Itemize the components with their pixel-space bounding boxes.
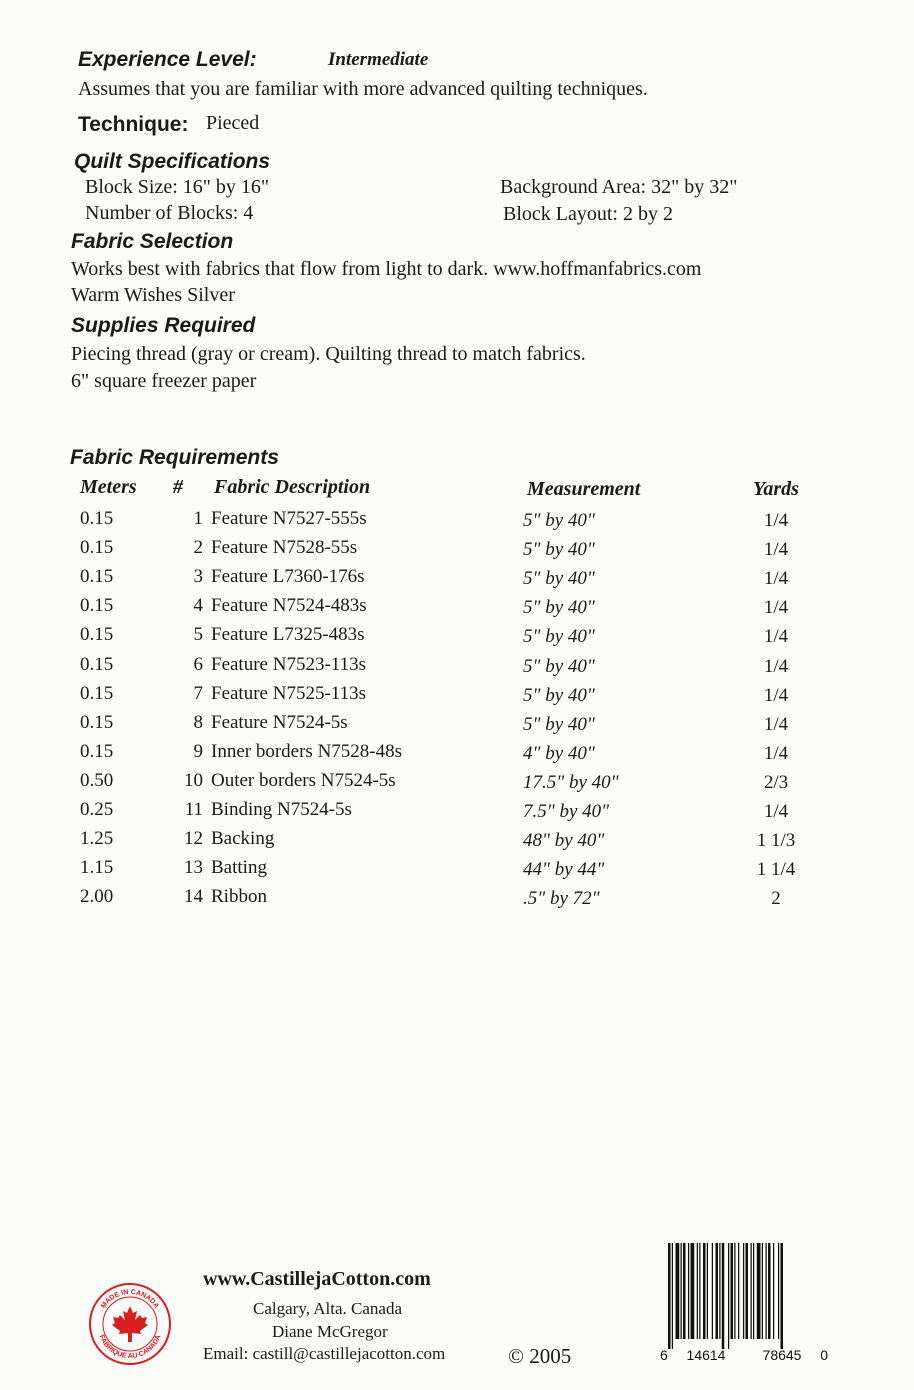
- row-measurement: 5" by 40": [523, 568, 595, 589]
- city: Calgary, Alta. Canada: [253, 1299, 403, 1318]
- row-measurement: 5" by 40": [523, 656, 595, 677]
- barcode-bar: [762, 1243, 763, 1339]
- row-measurement: 5" by 40": [523, 626, 595, 647]
- barcode-bar: [688, 1243, 689, 1339]
- supplies-line-1: Piecing thread (gray or cream). Quilting thread to match fabrics.: [71, 343, 586, 365]
- barcode-bar: [731, 1243, 734, 1339]
- row-meters: 0.15: [80, 508, 114, 529]
- barcode-digits: 6: [660, 1347, 668, 1363]
- row-number: 1: [193, 508, 203, 529]
- number-of-blocks: Number of Blocks: 4: [85, 202, 254, 224]
- barcode-digits: 78645: [762, 1347, 802, 1363]
- barcode-bar: [707, 1243, 708, 1339]
- barcode-bar: [681, 1243, 682, 1339]
- barcode-bar: [753, 1243, 754, 1339]
- seal-top-text: MADE IN CANADA: [100, 1288, 160, 1310]
- row-measurement: 4" by 40": [523, 743, 595, 764]
- row-measurement: 48" by 40": [523, 830, 605, 851]
- row-number: 14: [184, 886, 203, 907]
- seal-bottom-text: FABRIQUE AU CANADA: [97, 1333, 163, 1361]
- col-header-description: Fabric Description: [214, 476, 371, 498]
- barcode-bar: [716, 1243, 719, 1339]
- row-description: Outer borders N7524-5s: [211, 770, 396, 791]
- col-header-yards: Yards: [753, 478, 799, 500]
- barcode-digits: 0: [820, 1347, 828, 1363]
- row-number: 3: [193, 566, 203, 587]
- maple-leaf-icon: [112, 1306, 148, 1342]
- barcode-bar: [738, 1243, 739, 1339]
- row-meters: 0.15: [80, 654, 114, 675]
- row-number: 2: [193, 537, 203, 558]
- row-meters: 0.15: [80, 566, 114, 587]
- email-address[interactable]: Email: castill@castillejacotton.com: [203, 1344, 446, 1363]
- fabric-requirements-heading: Fabric Requirements: [70, 446, 279, 469]
- barcode-bar: [668, 1243, 671, 1349]
- row-meters: 1.15: [80, 857, 114, 878]
- barcode-bar: [734, 1243, 735, 1339]
- supplies-required-heading: Supplies Required: [71, 314, 256, 337]
- barcode-bar: [712, 1243, 713, 1339]
- barcode-bar: [697, 1243, 698, 1339]
- background-area: Background Area: 32" by 32": [500, 176, 738, 198]
- row-yards: 1/4: [763, 743, 789, 764]
- designer-name: Diane McGregor: [272, 1322, 388, 1341]
- row-meters: 0.15: [80, 537, 114, 558]
- fabric-selection-heading: Fabric Selection: [71, 230, 234, 253]
- barcode-bar: [766, 1243, 767, 1339]
- barcode-bar: [773, 1243, 774, 1339]
- row-yards: 1/4: [763, 685, 789, 706]
- row-meters: 0.15: [80, 712, 114, 733]
- row-number: 9: [193, 741, 203, 762]
- experience-description: Assumes that you are familiar with more advanced quilting techniques.: [78, 78, 648, 100]
- row-yards: 1/4: [763, 714, 789, 735]
- row-yards: 1/4: [763, 801, 789, 822]
- row-meters: 0.25: [80, 799, 114, 820]
- row-yards: 2: [771, 888, 781, 909]
- row-description: Backing: [211, 828, 275, 849]
- upc-barcode: [660, 1243, 828, 1363]
- row-meters: 0.50: [80, 770, 114, 791]
- barcode-bar: [703, 1243, 706, 1339]
- row-number: 13: [184, 857, 203, 878]
- copyright: © 2005: [508, 1344, 572, 1368]
- experience-level-value: Intermediate: [328, 49, 429, 70]
- row-measurement: 5" by 40": [523, 714, 595, 735]
- row-description: Feature N7524-483s: [211, 595, 367, 616]
- barcode-bar: [691, 1243, 695, 1339]
- experience-level-label: Experience Level:: [78, 48, 257, 71]
- row-description: Feature L7325-483s: [211, 624, 365, 645]
- row-yards: 1/4: [763, 510, 789, 531]
- barcode-bar: [743, 1243, 744, 1339]
- row-meters: 2.00: [80, 886, 114, 907]
- row-measurement: 5" by 40": [523, 539, 595, 560]
- row-yards: 2/3: [763, 772, 789, 793]
- row-description: Feature L7360-176s: [211, 566, 365, 587]
- row-number: 11: [184, 799, 203, 820]
- row-yards: 1/4: [763, 568, 789, 589]
- row-description: Binding N7524-5s: [211, 799, 352, 820]
- row-meters: 0.15: [80, 741, 114, 762]
- col-header-measurement: Measurement: [527, 478, 641, 500]
- row-number: 5: [193, 624, 203, 645]
- row-description: Feature N7523-113s: [211, 654, 366, 675]
- barcode-bar: [781, 1243, 784, 1349]
- row-measurement: 7.5" by 40": [523, 801, 610, 822]
- barcode-bar: [672, 1243, 673, 1349]
- barcode-bar: [757, 1243, 761, 1339]
- fabric-selection-line-1: Works best with fabrics that flow from light to dark. www.hoffmanfabrics.com: [71, 258, 702, 280]
- row-measurement: 44" by 44": [523, 859, 605, 880]
- row-yards: 1 1/3: [756, 830, 796, 851]
- row-meters: 0.15: [80, 624, 114, 645]
- fabric-selection-line-2: Warm Wishes Silver: [71, 284, 235, 306]
- row-number: 8: [193, 712, 203, 733]
- row-description: Feature N7525-113s: [211, 683, 366, 704]
- barcode-bar: [728, 1243, 729, 1349]
- row-yards: 1 1/4: [756, 859, 796, 880]
- row-meters: 1.25: [80, 828, 114, 849]
- row-measurement: 5" by 40": [523, 597, 595, 618]
- row-description: Feature N7524-5s: [211, 712, 348, 733]
- row-number: 7: [193, 683, 203, 704]
- barcode-bar: [746, 1243, 749, 1339]
- website-link[interactable]: www.CastillejaCotton.com: [203, 1268, 431, 1290]
- quilt-specifications-heading: Quilt Specifications: [74, 150, 271, 173]
- row-yards: 1/4: [763, 597, 789, 618]
- row-measurement: .5" by 72": [523, 888, 600, 909]
- supplies-line-2: 6" square freezer paper: [71, 370, 257, 392]
- technique-label: Technique:: [78, 113, 189, 136]
- barcode-bars: [660, 1243, 828, 1363]
- row-description: Ribbon: [211, 886, 267, 907]
- row-description: Feature N7528-55s: [211, 537, 358, 558]
- row-number: 10: [184, 770, 203, 791]
- row-yards: 1/4: [763, 539, 789, 560]
- barcode-digits: 14614: [686, 1347, 726, 1363]
- made-in-canada-seal: [88, 1282, 172, 1366]
- row-description: Batting: [211, 857, 267, 878]
- row-measurement: 5" by 40": [523, 685, 595, 706]
- row-meters: 0.15: [80, 683, 114, 704]
- block-size: Block Size: 16" by 16": [85, 176, 270, 198]
- barcode-bar: [768, 1243, 771, 1339]
- row-yards: 1/4: [763, 656, 789, 677]
- col-header-meters: Meters: [80, 476, 137, 498]
- col-header-number: #: [173, 476, 183, 498]
- barcode-bar: [676, 1243, 680, 1339]
- barcode-bar: [778, 1243, 779, 1339]
- row-description: Inner borders N7528-48s: [211, 741, 403, 762]
- row-number: 12: [184, 828, 203, 849]
- row-number: 4: [193, 595, 203, 616]
- row-measurement: 5" by 40": [523, 510, 595, 531]
- barcode-bar: [751, 1243, 752, 1339]
- row-measurement: 17.5" by 40": [523, 772, 619, 793]
- barcode-bar: [699, 1243, 700, 1339]
- barcode-bar: [719, 1243, 720, 1339]
- block-layout: Block Layout: 2 by 2: [503, 203, 673, 225]
- row-meters: 0.15: [80, 595, 114, 616]
- barcode-bar: [683, 1243, 686, 1339]
- technique-value: Pieced: [206, 112, 260, 134]
- barcode-bar: [722, 1243, 725, 1349]
- row-number: 6: [193, 654, 203, 675]
- row-yards: 1/4: [763, 626, 789, 647]
- row-description: Feature N7527-555s: [211, 508, 367, 529]
